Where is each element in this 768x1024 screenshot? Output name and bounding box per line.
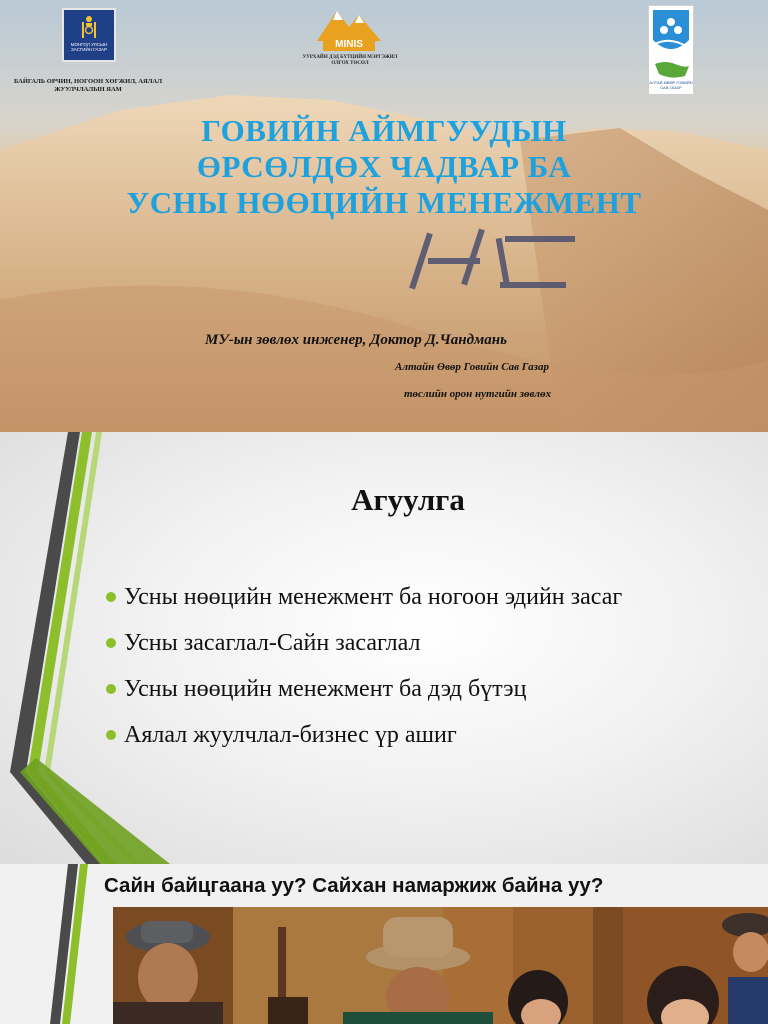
bullet-icon [106,684,116,694]
title-line: ӨРСӨЛДӨХ ЧАДВАР БА [196,149,572,184]
agenda-slide [0,432,768,864]
altai-logo-text: АЛТАЙ ӨВӨР ГОВИЙН САВ ГАЗАР [649,80,693,90]
water-drops-icon [649,6,693,58]
bullet-icon [106,730,116,740]
slide-accent-stripes [0,864,110,1024]
altai-basin-logo [648,5,694,95]
government-logo-text: МОНГОЛ УЛСЫН ЗАСГИЙН ГАЗАР [70,42,108,52]
list-item-text: Усны нөөцийн менежмент ба ногоон эдийн засаг [124,583,623,610]
list-item [106,574,622,620]
organization-line-1: Алтайн Өвөр Говийн Сав Газар [395,361,549,373]
minis-logo [313,7,385,53]
soyombo-emblem-icon [79,14,99,40]
people-photo-drawing [113,907,768,1024]
author-name: МУ-ын зөвлөх инженер, Доктор Д.Чандмань [205,332,507,348]
agenda-title: Агуулга [351,482,465,517]
presentation-title [90,113,678,221]
list-item-text: Усны нөөцийн менежмент ба дэд бүтэц [124,675,527,702]
list-item [106,620,622,666]
agenda-list [106,574,622,758]
minis-label: MINIS [323,39,375,51]
title-slide [0,0,768,432]
greeting-heading: Сайн байцгаана уу? Сайхан намаржиж байна уу? [104,874,604,897]
title-line: УСНЫ НӨӨЦИЙН МЕНЕЖМЕНТ [126,185,642,220]
greeting-slide [0,864,768,1024]
organization-line-2: төслийн орон нутгийн зөвлөх [404,388,552,400]
government-logo [62,8,116,62]
list-item-text: Усны засаглал-Сайн засаглал [124,629,421,656]
bullet-icon [106,638,116,648]
mountains-icon [313,7,385,41]
ministry-caption: БАЙГАЛЬ ОРЧИН, НОГООН ХӨГЖИЛ, АЯЛАЛ ЖУУЛЧЛАЛЫН ЯАМ [13,78,163,93]
list-item [106,666,622,712]
title-line: ГОВИЙН АЙМГУУДЫН [201,113,567,148]
bullet-icon [106,592,116,602]
people-photo [113,907,768,1024]
region-map-icon [651,58,691,80]
list-item-text: Аялал жуулчлал-бизнес үр ашиг [124,721,457,748]
list-item [106,712,622,758]
minis-caption: УУРХАЙН ДЭД БҮТЦИЙН МЭРГЭЖИЛ ОЛГОХ ТӨСӨЛ [302,55,398,66]
